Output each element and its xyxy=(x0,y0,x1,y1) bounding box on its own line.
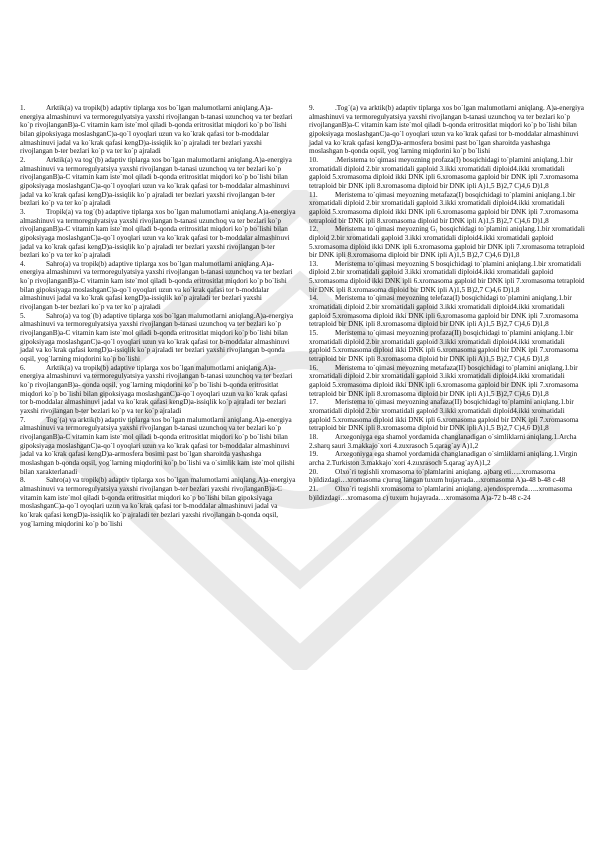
question-number: 1. xyxy=(20,104,26,112)
question-item xyxy=(309,191,585,226)
question-number: 17. xyxy=(309,398,318,407)
question-text: .Tog`(a) va arktik(b) adaptiv tiplarga xos bo`lgan malumotlarni aniqlang. A)a-energiya almashinuvi va termoregulyatsiya yaxshi rivojlangan b-tanasi uzunchoq va ter bezlari ko`p rivojlanganB)a-C vitamin kam iste`mol qiladi b-qonda eritrositlat miqdori ko`p bo`lishi bilan gipoksiyaga moslashganC)a-qo`l oyoqlari uzun va ko`krak qafasi tor b-moddalar almashinuvi jadal va ko`krak qafasi kengD)a-armosfera bosimi past bo`lgan sharoitda yashashga moslashgan b-qonda oqsil, yog`larning miqdorini ko`p bo`lishi xyxy=(309,104,584,156)
question-item xyxy=(309,156,585,191)
question-number: 14. xyxy=(309,294,318,303)
question-number: 12. xyxy=(309,225,318,234)
question-item xyxy=(20,364,296,416)
question-text: Meristema to`qimasi meyozning anafaza(II) bosqichidagi to`plamini aniqlang.1.bir xromatidali diploid 2.bir xromatidali gaploid 3.ikki xromatidali diploid4.ikki xromatidali gaploid 5.xromasoma diploid ikki DNK ipli 6.xromasoma gaploid bir DNK ipli 7.xromasoma tetraploid bir DNK ipli 8.xromasoma diploid bir DNK ipli A)1,5 B)2,7 C)4,6 D)1,8 xyxy=(309,398,579,433)
question-number: 20. xyxy=(309,467,318,476)
question-text: Sahro(a) va tropik(b) adaptiv tiplarga xos bo`lgan malumotlarni aniqlang.A)a-energiya almashinuvi va termoregulyatsiya yaxshi rivojlangan b-ter bezlari yaxshi rivojlanganB)a-C vitamin kam iste`mol qiladi b-qonda eritrositlat miqdori ko`p bo`lishi bilan gipoksiyaga moslashganC)a-qo`l oyoqlari uzun va ko`krak qafasi tor b-moddalar almashinuvi jadal va ko`krak qafasi kengD)a-issiqlik ko`p ajraladi ter bezlari yaxshi rivojlangan b-qonda oqsil, yog`larning miqdorini ko`p bo`lishi xyxy=(20,476,296,528)
question-text: Tog`(a) va arktik(b) adaptiv tiplarga xos bo`lgan malumotlarni aniqlang.A)a-energiya almashinuvi va termoregulyatsiya yaxshi rivojlangan b-tanasi uzunchoq va ter bezlari ko`p rivojlanganB)a-C vitamin kam iste`mol qiladi b-qonda eritrositlat miqdori ko`p bo`lishi bilan gipoksiyaga moslashganC)a-qo`l oyoqlari uzun va ko`krak qafasi tor b-moddalar almashinuvi jadal va ko`krak qafasi kengD)a-armosfera bosimi past bo`lgan sharoitda yashashga moslashgan b-qonda oqsil, yog`larning miqdorini ko`p bo`lishi va o`simlik kam iste`mol qilishi bilan xarakterlanadi xyxy=(20,415,295,476)
question-text: Sahro(a) va tropik(b) adaptive tiplarga xos bo`lgan malumotlarni aniqlang.A)a-energiya almashinuvi va termoregulyatsiya yaxshi rivojlangan b-tanasi uzunchoq va ter bezlari ko`p rivojlanganB)a-C vitamin kam iste`mol qiladi b-qonda eritrositlat miqdori ko`p bo`lishi bilan gipoksiyaga moslashganC)a-qo`l oyoqlari uzun va ko`krak qafasi tor b-moddalar almashinuvi jadal va ko`krak qafasi kengD)a-issiqlik ko`p ajraladi ter bezlari yaxshi rivojlangan b-ter bezlari ko`p va ter ko`p ajraladi xyxy=(20,259,293,312)
left-column xyxy=(20,104,296,528)
question-item xyxy=(309,468,585,485)
question-item xyxy=(309,294,585,329)
question-item xyxy=(309,329,585,364)
question-text: Arxegoniyga ega shamol yordamida changlanadigan o`simliklarni aniqlang.1.Virgin archa 2.Turkiston 3.makkajo`xori 4.zuxrasoch 5.qarag`ayA)1,2 xyxy=(309,450,578,467)
question-number: 9. xyxy=(309,104,315,112)
question-text: Sahro(a) va tog`(b) adaptive tiplarga xos bo`lgan malumotlarni aniqlang.A)a-energiya almashinuvi va termoregulyatsiya yaxshi rivojlangan b-tanasi uzunchoq va ter bezlari ko`p rivojlanganB)a-C vitamin kam iste`mol qiladi b-qonda eritrositlat miqdori ko`p bo`lishi bilan gipoksiyaga moslashganC)a-qo`l oyoqlari uzun va ko`krak qafasi tor b-moddalar almashinuvi jadal va ko`krak qafasi kengD)a-issiqlik ko`p ajraladi ter bezlari yaxshi rivojlangan b-qonda oqsil, yog`larning miqdorini ko`p bo`lishi xyxy=(20,311,294,364)
question-item xyxy=(309,225,585,260)
question-number: 3. xyxy=(20,207,26,216)
question-text: Meristema to`qimasi meyozning metafaza(II) bosqichidagi to`plamini aniqlang.1.bir xromatidali diploid 2.bir xromatidali gaploid 3.ikki xromatidali diploid4.ikki xromatidali gaploid 5.xromasoma diploid ikki DNK ipli 6.xromasoma gaploid bir DNK ipli 7.xromasoma tetraploid bir DNK ipli 8.xromasoma diploid bir DNK ipli A)1,5 B)2,7 C)4,6 D)1,8 xyxy=(309,363,579,398)
question-number: 7. xyxy=(20,415,26,424)
question-text: Meristema to`qimasi meyozning profaza(II) bosqichidagi to`plamini aniqlang.1.bir xromatidali diploid 2.bir xromatidali gaploid 3.ikki xromatidali diploid4.ikki xromatidali gaploid 5.xromasoma diploid ikki DNK ipli 6.xromasoma gaploid bir DNK ipli 7.xromasoma tetraploid bir DNK ipli 8.xromasoma diploid bir DNK ipli A)1,5 B)2,7 C)4,6 D)1,8 xyxy=(309,329,579,364)
question-number: 2. xyxy=(20,155,26,164)
question-text: Meristema to`qimasi meyozning S bosqichidagi to`plamini aniqlang.1.bir xromatidali diploid 2.bir xromatidali gaploid 3.ikki xromatidali diploid4.ikki xromatidali gaploid 5.xromasoma diploid ikki DNK ipli 6.xromasoma gaploid bir DNK ipli 7.xromasoma tetraploid bir DNK ipli 8.xromasoma diploid bir DNK ipli A)1,5 B)2,7 C)4,6 D)1,8 xyxy=(309,259,585,294)
question-number: 16. xyxy=(309,363,318,372)
question-text: Meristema to`qimasi meyozning metafaza(I) bosqichidagi to`plamini aniqlang.1.bir xromatidali diploid 2.bir xromatidali gaploid 3.ikki xromatidali diploid4.ikki xromatidali gaploid 5.xromasoma diploid ikki DNK ipli 6.xromasoma gaploid bir DNK ipli 7.xromasoma tetraploid bir DNK ipli 8.xromasoma diploid bir DNK ipli A)1,5 B)2,7 C)4,6 D)1,8 xyxy=(309,190,579,225)
question-item xyxy=(20,416,296,477)
question-item xyxy=(309,398,585,433)
question-item xyxy=(309,433,585,450)
question-item xyxy=(309,364,585,399)
question-number: 11. xyxy=(309,190,318,199)
question-item xyxy=(20,208,296,260)
question-item xyxy=(20,156,296,208)
question-item xyxy=(309,104,585,156)
question-item xyxy=(20,312,296,364)
question-item xyxy=(20,104,296,156)
question-number: 8. xyxy=(20,476,26,485)
question-text: Meristema to`qimasi meyozning G₁ bosqichidagi to`plamini aniqlang.1.bir xromatidali diploid 2.bir xromatidali gaploid 3.ikki xromatidali diploid4.ikki xromatidali gaploid 5.xromasoma diploid ikki DNK ipli 6.xromasoma gaploid bir DNK ipli 7.xromasoma tetraploid bir DNK ipli 8.xromasoma diploid bir DNK ipli A)1,5 B)2,7 C)4,6 D)1,8 xyxy=(309,225,585,260)
question-number: 13. xyxy=(309,259,318,268)
question-item xyxy=(20,476,296,528)
question-item xyxy=(309,450,585,467)
question-text: .Meristema to`qimasi meyozning profaza(I) bosqichidagi to`plamini aniqlang.1.bir xromatidali diploid 2.bir xromatidali gaploid 3.ikki xromatidali diploid4.ikki xromatidali gaploid 5.xromasoma diploid ikki DNK ipli 6.xromasoma gaploid bir DNK ipli 7.xromasoma tetraploid bir DNK ipli 8.xromasoma diploid bir DNK ipli A)1,5 B)2,7 C)4,6 D)1,8 xyxy=(309,155,579,190)
question-text: Arktik(a) va tropik(b) adaptive tiplarga xos bo`lgan malumotlarni aniqlang.A)a-energiya almashinuvi va termoregulyatsiya yaxshi rivojlangan b-tanasi uzunchoq va ter bezlari ko`p rivojlanganB)a- qonda oqsil, yog`larning miqdorini ko`p bo`lishi b-qonda eritrositlat miqdori ko`p bo`lishi bilan gipoksiyaga moslashganC)a-qo`l oyoqlari uzun va ko`krak qafasi tor b-moddalar almashinuvi jadal va ko`krak qafasi kengD)a-issiqlik ko`p ajraladi ter bezlari yaxshi rivojlangan b-ter bezlari ko`p va ter ko`p ajraladi xyxy=(20,363,293,415)
question-text: Olxo`ri tegishli xromasoma to`plamlarini aniqlang. a)endospremda…..xromasoma b)ildizdagi…xromasoma c) tuxum hujayrada…xromasoma A)a-72 b-48 c-24 xyxy=(309,484,573,502)
question-number: 15. xyxy=(309,329,318,338)
question-item xyxy=(309,485,585,502)
question-item xyxy=(309,260,585,295)
question-number: 6. xyxy=(20,363,26,372)
question-number: 18. xyxy=(309,432,318,441)
question-text: Arktik(a) va tropik(b) adaptiv tiplarga xos bo`lgan malumotlarni aniqlang.A)a-energiya almashinuvi va termoregulyatsiya yaxshi rivojlangan b-tanasi uzunchoq va ter bezlari ko`p rivojlanganB)a-C vitamin kam iste`mol qiladi b-qonda eritrositlat miqdori ko`p bo`lishi bilan gipoksiyaga moslashganC)a-qo`l oyoqlari uzun va ko`krak qafasi tor b-moddalar almashinuvi jadal va ko`krak qafasi kengD)a-issiqlik ko`p ajraladi ter bezlari yaxshi rivojlangan b-ter bezlari ko`p va ter ko`p ajraladi xyxy=(20,104,293,156)
question-number: 4. xyxy=(20,259,26,268)
question-text: Arktik(a) va tog`(b) adaptiv tiplarga xos bo`lgan malumotlarni aniqlang.A)a-energiya almashinuvi va termoregulyatsiya yaxshi rivojlangan b-tanasi uzunchoq va ter bezlari ko`p rivojlanganB)a-C vitamin kam iste`mol qiladi b-qonda eritrositlat miqdori ko`p bo`lishi bilan gipoksiyaga moslashganC)a-qo`l oyoqlari uzun va ko`krak qafasi tor b-moddalar almashinuvi jadal va ko`krak qafasi kengD)a-issiqlik ko`p ajraladi ter bezlari yaxshi rivojlangan b-ter bezlari ko`p va ter ko`p ajraladi xyxy=(20,155,292,208)
question-number: 5. xyxy=(20,311,26,320)
question-number: 19. xyxy=(309,450,318,459)
question-text: Meristema to`qimasi meyozning telefaza(I) bosqichidagi to`plamini aniqlang.1.bir xromatidali diploid 2.bir xromatidali gaploid 3.ikki xromatidali diploid4.ikki xromatidali gaploid 5.xromasoma diploid ikki DNK ipli 6.xromasoma gaploid bir DNK ipli 7.xromasoma tetraploid bir DNK ipli 8.xromasoma diploid bir DNK ipli A)1,5 B)2,7 C)4,6 D)1,8 xyxy=(309,294,579,329)
right-column xyxy=(309,104,585,528)
question-text: Olxo`ri tegishli xromasoma to`plamlarini aniqlang. a)barg eti…..xromasoma b)ildizdagi…xromasoma c)urug`langan tuxum hujayrada…xromasoma A)a-48 b-48 c-48 xyxy=(309,467,566,485)
question-item xyxy=(20,260,296,312)
document-page xyxy=(20,104,585,528)
question-text: Tropik(a) va tog`(b) adaptive tiplarga xos bo`lgan malumotlarni aniqlang.A)a-energiya almashinuvi va termoregulyatsiya yaxshi rivojlangan b-tanasi uzunchoq va ter bezlari ko`p rivojlanganB)a-C vitamin kam iste`mol qiladi b-qonda eritrositlat miqdori ko`p bo`lishi bilan gipoksiyaga moslashganC)a-qo`l oyoqlari uzun va ko`krak qafasi tor b-moddalar almashinuvi jadal va ko`krak qafasi kengD)a-issiqlik ko`p ajraladi ter bezlari yaxshi rivojlangan b-ter bezlari ko`p va ter ko`p ajraladi xyxy=(20,207,296,260)
question-text: Arxegoniyga ega shamol yordamida changlanadigan o`simliklarni aniqlang.1.Archa 2.sharq sauri 3.makkajo`xori 4.zuxrasoch 5.qarag`ay A)1,2 xyxy=(309,432,577,450)
question-number: 10. xyxy=(309,155,318,164)
question-number: 21. xyxy=(309,484,318,493)
